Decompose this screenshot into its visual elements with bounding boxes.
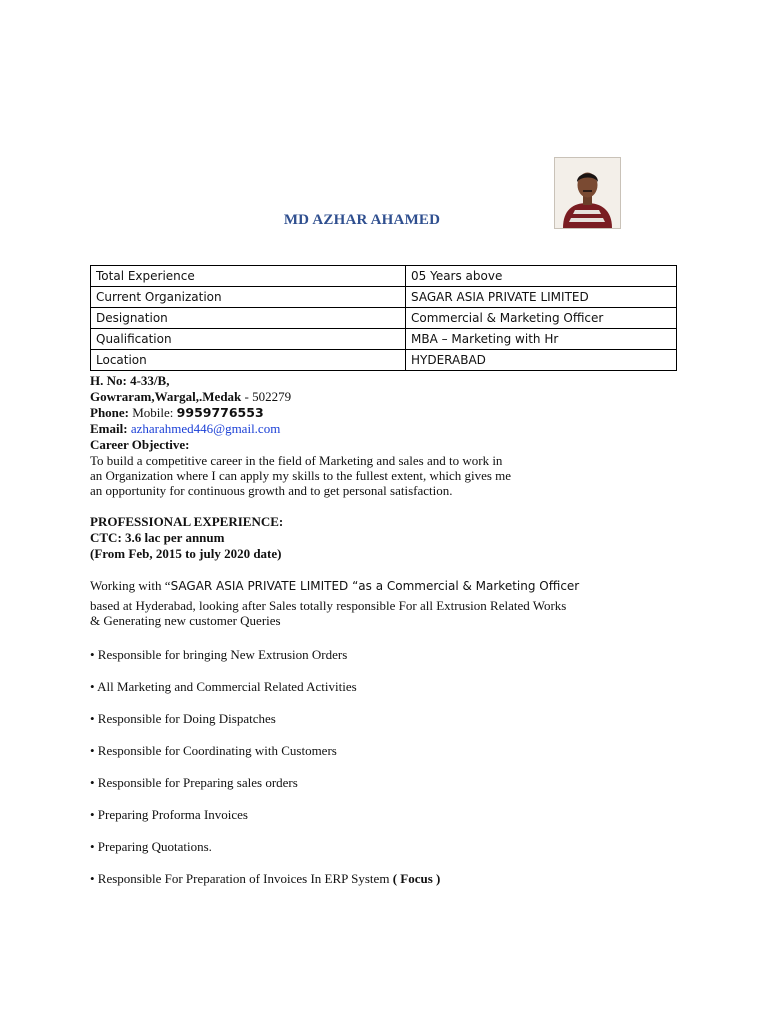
list-item: • Responsible for Coordinating with Customers (90, 743, 337, 758)
table-row (91, 308, 677, 329)
table-cell-value: Commercial & Marketing Officer (406, 308, 677, 329)
address-pin: - 502279 (241, 389, 292, 404)
ctc-line: CTC: 3.6 lac per annum (90, 530, 225, 545)
address-line-1: H. No: 4-33/B, (90, 373, 170, 388)
work-line: & Generating new customer Queries (90, 613, 281, 628)
list-item (90, 871, 440, 887)
list-item-text: • Responsible For Preparation of Invoices In ERP System (90, 871, 393, 886)
table-cell-value: MBA – Marketing with Hr (406, 329, 677, 350)
phone-number: 9959776553 (176, 405, 264, 420)
address-line-2: Gowraram,Wargal,.Medak (90, 389, 242, 404)
email-link[interactable]: azharahmed446@gmail.com (130, 421, 281, 436)
list-item: • All Marketing and Commercial Related Activities (90, 679, 357, 694)
candidate-name: MD AZHAR AHAMED (283, 212, 441, 228)
email-label: Email: (90, 421, 128, 436)
table-cell-value: SAGAR ASIA PRIVATE LIMITED (406, 287, 677, 308)
table-cell-label: Qualification (91, 329, 406, 350)
contact-block (90, 373, 690, 453)
table-row (91, 329, 677, 350)
focus-tag: ( Focus ) (392, 871, 441, 886)
work-description (90, 598, 690, 628)
table-cell-value: HYDERABAD (406, 350, 677, 371)
table-row (91, 350, 677, 371)
work-text: SAGAR ASIA PRIVATE LIMITED “as a Commercial & Marketing Officer (170, 579, 580, 593)
list-item: • Preparing Proforma Invoices (90, 807, 248, 822)
table-cell-label: Current Organization (91, 287, 406, 308)
list-item: • Preparing Quotations. (90, 839, 212, 854)
phone-label: Phone: (90, 405, 129, 420)
summary-table (90, 265, 677, 371)
work-line-1 (90, 578, 690, 594)
section-heading: PROFESSIONAL EXPERIENCE: (90, 514, 284, 529)
list-item: • Responsible for bringing New Extrusion Orders (90, 647, 348, 662)
objective-line: To build a competitive career in the field of Marketing and sales and to work in (90, 453, 503, 468)
work-text: Working with “ (90, 578, 171, 593)
professional-experience (90, 514, 283, 562)
period-line: (From Feb, 2015 to july 2020 date) (90, 546, 282, 561)
list-item: • Responsible for Doing Dispatches (90, 711, 276, 726)
objective-text (90, 453, 590, 498)
table-cell-label: Location (91, 350, 406, 371)
table-cell-value: 05 Years above (406, 266, 677, 287)
list-item: • Responsible for Preparing sales orders (90, 775, 298, 790)
objective-heading: Career Objective: (90, 437, 190, 452)
table-cell-label: Designation (91, 308, 406, 329)
phone-sublabel: Mobile: (129, 405, 177, 420)
objective-line: an Organization where I can apply my skills to the fullest extent, which gives me (90, 468, 512, 483)
objective-line: an opportunity for continuous growth and to get personal satisfaction. (90, 483, 453, 498)
table-row (91, 287, 677, 308)
table-row (91, 266, 677, 287)
work-line: based at Hyderabad, looking after Sales totally responsible For all Extrusion Related Works (90, 598, 567, 613)
table-cell-label: Total Experience (91, 266, 406, 287)
